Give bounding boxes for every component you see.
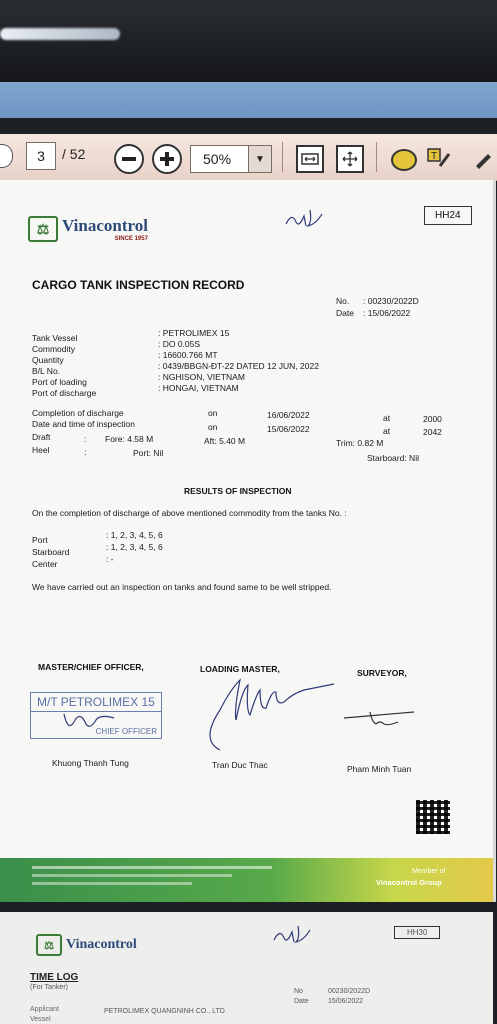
- tank-label: Starboard: [32, 547, 70, 557]
- completion-label: Completion of discharge: [32, 408, 124, 418]
- footer-web-line: [32, 882, 192, 885]
- page-total: / 52: [62, 146, 86, 162]
- footer-address-line: [32, 866, 272, 869]
- draft-fore: Fore: 4.58 M: [105, 434, 154, 444]
- page-number-input[interactable]: [26, 142, 56, 170]
- pdf-page: [0, 180, 496, 902]
- datetime-at: at: [383, 426, 391, 436]
- heel-port: Port: Nil: [133, 448, 164, 458]
- company-name: Vinacontrol: [62, 216, 148, 235]
- tank-row: [32, 530, 163, 545]
- date-value: : 15/06/2022: [363, 308, 411, 318]
- colon: :: [84, 434, 87, 444]
- page-title: TIME LOG: [30, 972, 79, 983]
- draft-aft: Aft: 5.40 M: [204, 436, 246, 446]
- field-value: : 0439/BBGN-ĐT-22 DATED 12 JUN, 2022: [158, 361, 319, 371]
- field-row: [32, 350, 218, 365]
- field-row: [32, 372, 245, 387]
- footer-member: Member of: [412, 868, 446, 875]
- stamp-officer: CHIEF OFFICER: [95, 727, 157, 736]
- zoom-value: 50%: [203, 151, 232, 167]
- form-code: HH30: [394, 926, 440, 939]
- highlight-text-icon[interactable]: [426, 146, 452, 170]
- heel-starboard: Starboard: Nil: [367, 453, 419, 463]
- tank-list: [32, 530, 163, 569]
- inspection-time: 2042: [423, 427, 442, 437]
- datetime-on: on: [208, 422, 218, 432]
- footer-contact-line: [32, 874, 232, 877]
- vinacontrol-logo: [36, 934, 137, 956]
- scales-icon: ⚖: [28, 216, 58, 242]
- master-title: MASTER/CHIEF OFFICER,: [38, 662, 144, 672]
- field-label: B/L No.: [32, 366, 61, 376]
- loading-master-name: Tran Duc Thac: [212, 760, 268, 770]
- field-value: : NGHISON, VIETNAM: [158, 372, 245, 382]
- page-footer: [0, 858, 493, 902]
- page-title: CARGO TANK INSPECTION RECORD: [32, 278, 245, 292]
- field-label: Commodity: [32, 344, 75, 354]
- company-since: SINCE 1957: [114, 236, 148, 242]
- tank-value: : -: [106, 554, 114, 564]
- plus-icon: [160, 157, 174, 161]
- field-value: : PETROLIMEX 15: [158, 328, 230, 338]
- field-label: Quantity: [32, 355, 64, 365]
- toolbar-divider: [376, 142, 377, 172]
- comment-icon[interactable]: [391, 149, 417, 171]
- pdf-next-page: [0, 912, 493, 1024]
- vessel-label: Vessel: [30, 1016, 51, 1023]
- initials-signature: [282, 206, 328, 232]
- results-intro: On the completion of discharge of above mentioned commodity from the tanks No. :: [32, 508, 347, 518]
- heel-label: Heel: [32, 445, 50, 455]
- master-name: Khuong Thanh Tung: [52, 758, 129, 768]
- no-label: No: [294, 988, 303, 995]
- stamp-vessel-name: M/T PETROLIMEX 15: [31, 693, 161, 712]
- surveyor-title: SURVEYOR,: [357, 668, 407, 678]
- screen-glare: [0, 28, 120, 40]
- field-row: [32, 339, 201, 354]
- field-list: [32, 328, 319, 398]
- date-label: Date: [336, 308, 354, 318]
- field-label: Port of loading: [32, 377, 87, 387]
- footer-group: Vinacontrol Group: [376, 878, 442, 887]
- field-value: : DO 0.05S: [158, 339, 201, 349]
- field-label: Port of discharge: [32, 388, 97, 398]
- completion-on: on: [208, 408, 218, 418]
- field-row: [32, 361, 319, 376]
- inspection-datetime-label: Date and time of inspection: [32, 419, 136, 429]
- minus-icon: [122, 157, 136, 161]
- qr-code: [416, 800, 450, 834]
- tank-row: [32, 542, 163, 557]
- master-signature: [60, 704, 120, 734]
- completion-at: at: [383, 413, 391, 423]
- tank-label: Center: [32, 559, 58, 569]
- no-value: 00230/2022D: [328, 988, 371, 995]
- draft-trim: Trim: 0.82 M: [336, 438, 384, 448]
- zoom-in-button[interactable]: [152, 144, 182, 174]
- loading-master-title: LOADING MASTER,: [200, 664, 280, 674]
- conclusion-text: We have carried out an inspection on tanks and found same to be well stripped.: [32, 582, 332, 592]
- surveyor-signature: [340, 706, 420, 730]
- tank-value: : 1, 2, 3, 4, 5, 6: [106, 542, 163, 552]
- tank-value: : 1, 2, 3, 4, 5, 6: [106, 530, 163, 540]
- field-value: : HONGAI, VIETNAM: [158, 383, 239, 393]
- page-subtitle: (For Tanker): [30, 984, 68, 991]
- colon: :: [84, 447, 87, 457]
- zoom-out-button[interactable]: [114, 144, 144, 174]
- applicant-value: PETROLIMEX QUANGNINH CO., LTD: [104, 1008, 225, 1015]
- no-value: : 00230/2022D: [363, 296, 419, 306]
- sign-icon[interactable]: [472, 146, 494, 170]
- svg-text:T: T: [431, 151, 438, 162]
- completion-date: 16/06/2022: [267, 410, 310, 420]
- toolbar-divider: [282, 142, 283, 172]
- tank-row: [32, 554, 114, 569]
- window-titlebar: [0, 82, 497, 118]
- date-value: 15/06/2022: [328, 998, 364, 1005]
- no-label: No.: [336, 296, 350, 306]
- field-row: [32, 328, 230, 343]
- fit-page-icon[interactable]: [336, 145, 364, 173]
- initials-signature: [270, 922, 314, 948]
- completion-time: 2000: [423, 414, 442, 424]
- field-value: : 16600.766 MT: [158, 350, 218, 360]
- date-label: Date: [294, 998, 309, 1005]
- draft-label: Draft: [32, 432, 51, 442]
- loading-master-signature: [190, 670, 340, 760]
- chevron-down-icon: ▼: [248, 146, 271, 172]
- company-name: Vinacontrol: [66, 937, 137, 952]
- monitor-bezel: [0, 0, 497, 82]
- field-row: [32, 383, 239, 398]
- zoom-select[interactable]: [190, 145, 272, 173]
- field-label: Tank Vessel: [32, 333, 78, 343]
- scales-icon: ⚖: [36, 934, 62, 956]
- results-title: RESULTS OF INSPECTION: [184, 486, 292, 496]
- page-current: 3: [37, 148, 45, 164]
- surveyor-name: Pham Minh Tuan: [347, 764, 412, 774]
- tank-label: Port: [32, 535, 48, 545]
- inspection-date: 15/06/2022: [267, 424, 310, 434]
- form-code: HH24: [424, 206, 472, 225]
- vinacontrol-logo: [28, 216, 148, 242]
- applicant-label: Applicant: [30, 1006, 59, 1013]
- fit-width-icon[interactable]: [296, 145, 324, 173]
